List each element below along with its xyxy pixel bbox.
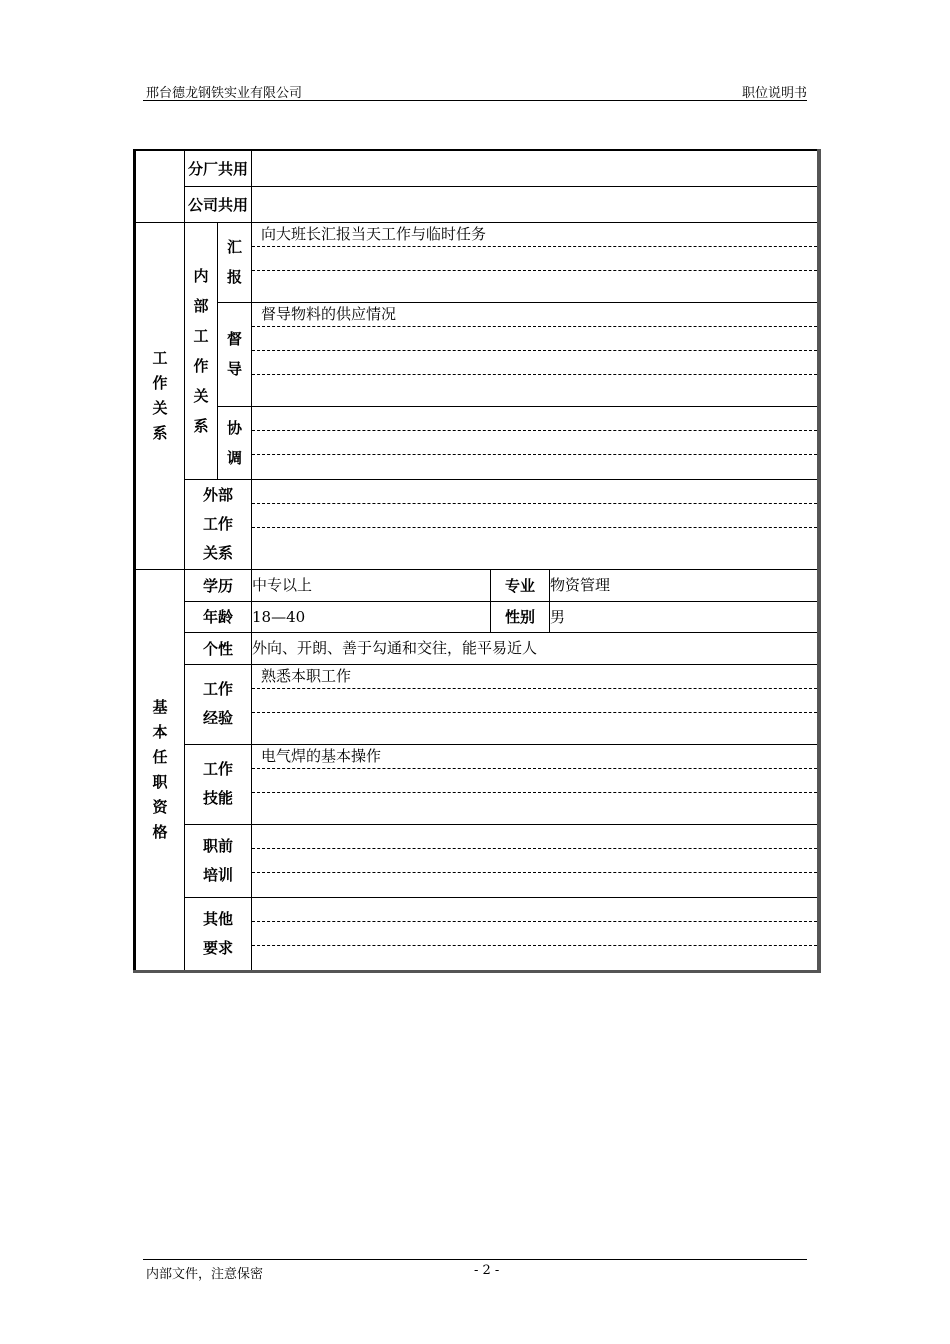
coordinate-line xyxy=(252,407,817,431)
experience-label: 工作 经验 xyxy=(185,664,252,744)
report-line: 向大班长汇报当天工作与临时任务 xyxy=(252,223,817,247)
training-line xyxy=(252,873,817,897)
skills-line xyxy=(252,793,817,817)
report-line xyxy=(252,247,817,271)
blank-section-cell xyxy=(135,150,185,222)
document-title: 职位说明书 xyxy=(741,86,807,101)
gender-value: 男 xyxy=(550,601,819,632)
page-header xyxy=(143,82,807,101)
coordinate-line xyxy=(252,455,817,479)
report-content xyxy=(252,222,819,302)
other-requirements-label: 其他 要求 xyxy=(185,897,252,971)
other-line xyxy=(252,898,817,922)
internal-relations-label: 内部工作关系 xyxy=(185,222,218,479)
report-label: 汇报 xyxy=(218,222,252,302)
coordinate-label: 协调 xyxy=(218,406,252,479)
coordinate-line xyxy=(252,431,817,455)
company-shared-value xyxy=(252,186,819,222)
supervise-line: 督导物料的供应情况 xyxy=(252,303,817,327)
other-line xyxy=(252,922,817,946)
external-line xyxy=(252,504,817,528)
experience-content xyxy=(252,664,819,744)
personality-label: 个性 xyxy=(185,632,252,664)
report-line xyxy=(252,271,817,295)
external-line xyxy=(252,528,817,552)
age-value: 18—40 xyxy=(252,601,491,632)
company-name: 邢台德龙钢铁实业有限公司 xyxy=(146,86,303,101)
branch-shared-label: 分厂共用 xyxy=(185,150,252,186)
branch-shared-value xyxy=(252,150,819,186)
training-line xyxy=(252,825,817,849)
supervise-content xyxy=(252,302,819,406)
training-content xyxy=(252,824,819,897)
work-relations-section-label: 工作关系 xyxy=(135,222,185,569)
education-label: 学历 xyxy=(185,569,252,601)
supervise-line xyxy=(252,351,817,375)
gender-label: 性别 xyxy=(491,601,550,632)
external-relations-label: 外部 工作 关系 xyxy=(185,479,252,569)
external-line xyxy=(252,480,817,504)
supervise-line xyxy=(252,375,817,399)
age-label: 年龄 xyxy=(185,601,252,632)
experience-line xyxy=(252,713,817,737)
education-value: 中专以上 xyxy=(252,569,491,601)
major-value: 物资管理 xyxy=(550,569,819,601)
experience-line: 熟悉本职工作 xyxy=(252,665,817,689)
skills-line: 电气焊的基本操作 xyxy=(252,745,817,769)
skills-label: 工作 技能 xyxy=(185,744,252,824)
company-shared-label: 公司共用 xyxy=(185,186,252,222)
page-number: - 2 - xyxy=(474,1263,500,1278)
personality-value: 外向、开朗、善于勾通和交往，能平易近人 xyxy=(252,632,819,664)
training-line xyxy=(252,849,817,873)
skills-line xyxy=(252,769,817,793)
other-line xyxy=(252,946,817,970)
external-relations-content xyxy=(252,479,819,569)
supervise-line xyxy=(252,327,817,351)
qualifications-section-label: 基本任职资格 xyxy=(135,569,185,971)
coordinate-content xyxy=(252,406,819,479)
supervise-label: 督导 xyxy=(218,302,252,406)
major-label: 专业 xyxy=(491,569,550,601)
confidential-note: 内部文件，注意保密 xyxy=(146,1267,264,1282)
training-label: 职前 培训 xyxy=(185,824,252,897)
experience-line xyxy=(252,689,817,713)
skills-content xyxy=(252,744,819,824)
page-footer xyxy=(143,1259,807,1282)
other-requirements-content xyxy=(252,897,819,971)
job-description-form xyxy=(133,149,821,973)
